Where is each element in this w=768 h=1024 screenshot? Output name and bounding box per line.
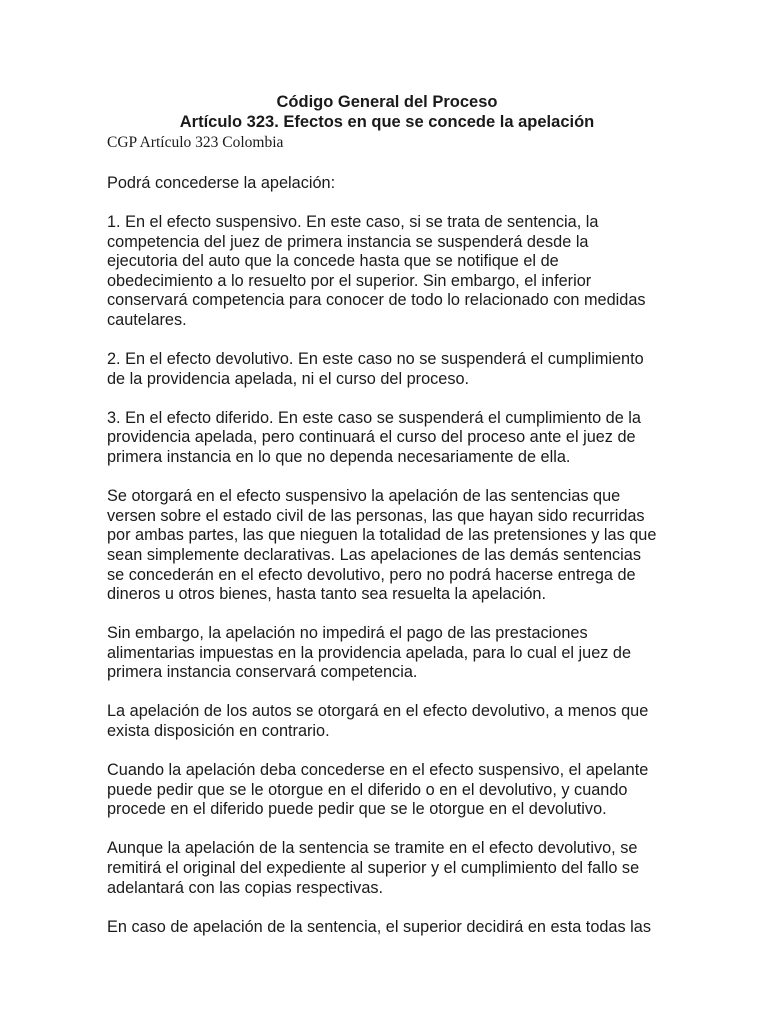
intro-paragraph: Podrá concederse la apelación: [107,174,336,192]
title-line-1: Código General del Proceso [276,93,498,111]
document-subtitle: CGP Artículo 323 Colombia [107,134,284,151]
paragraph-2: 2. En el efecto devolutivo. En este caso no se suspenderá el cumplimiento de la providencia apelada, ni el curso del proceso. [107,350,644,388]
paragraph-4: Se otorgará en el efecto suspensivo la apelación de las sentencias que versen sobre el estado civil de las personas, las que hayan sido recurridas por ambas partes, las que nieguen la totalidad de las pretensiones y las que sean simplemente declarativas. Las apelaciones de las demás sentencias se concederán en el efecto devolutivo, pero no podrá hacerse entrega de dineros u otros bienes, hasta tanto sea resuelta la apelación. [107,487,657,604]
title-line-2: Artículo 323. Efectos en que se concede la apelación [179,113,595,131]
paragraph-6: La apelación de los autos se otorgará en el efecto devolutivo, a menos que exista disposición en contrario. [107,702,649,741]
paragraph-9: En caso de apelación de la sentencia, el superior decidirá en esta todas las [107,917,651,936]
paragraph-8: Aunque la apelación de la sentencia se tramite en el efecto devolutivo, se remitirá el original del expediente al superior y el cumplimiento del fallo se adelantará con las copias respectivas. [107,839,640,897]
paragraph-1: 1. En el efecto suspensivo. En este caso, si se trata de sentencia, la competencia del juez de primera instancia se suspenderá desde la ejecutoria del auto que la concede hasta que se notifique el de obedecimiento a lo resuelto por el superior. Sin embargo, el inferior conservará competencia para conocer de todo lo relacionado con medidas cautelares. [107,213,646,330]
document-title [107,92,667,132]
paragraph-3: 3. En el efecto diferido. En este caso se suspenderá el cumplimiento de la providencia apelada, pero continuará el curso del proceso ante el juez de primera instancia en lo que no dependa necesariamente de ella. [107,408,641,467]
paragraph-5: Sin embargo, la apelación no impedirá el pago de las prestaciones alimentarias impuestas en la providencia apelada, para lo cual el juez de primera instancia conservará competencia. [107,624,632,682]
document-page [107,92,667,937]
paragraph-7: Cuando la apelación deba concederse en el efecto suspensivo, el apelante puede pedir que se le otorgue en el diferido o en el devolutivo, y cuando procede en el diferido puede pedir que se le otorgue en el devolutivo. [107,761,649,819]
